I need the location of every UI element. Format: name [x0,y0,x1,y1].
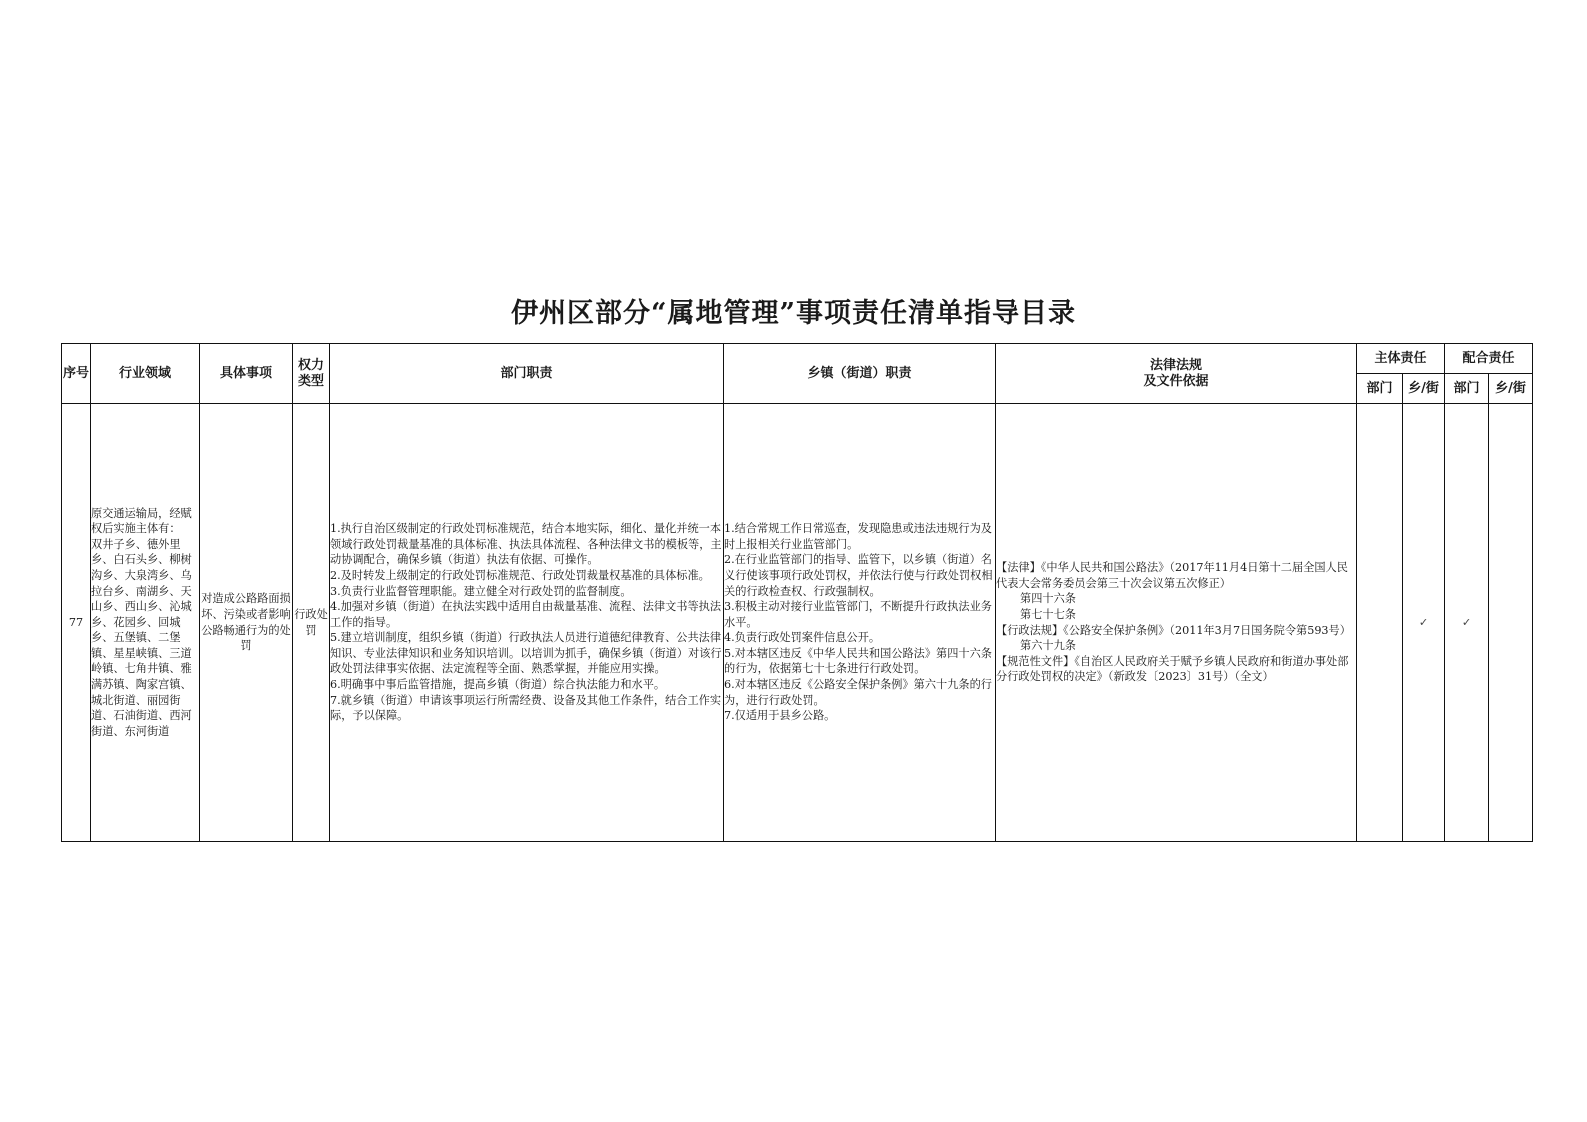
header-row-1 [62,344,1533,374]
town-duty-item: 4.负责行政处罚案件信息公开。 [724,631,881,645]
header-town-duty: 乡镇（街道）职责 [724,344,996,404]
town-duty-item: 6.对本辖区违反《公路安全保护条例》第六十九条的行为，进行行政处罚。 [724,678,992,707]
coop-town-cell [1489,404,1533,842]
town-duty-item: 1.结合常规工作日常巡查，发现隐患或违法违规行为及时上报相关行业监管部门。 [724,522,992,551]
dept-duty-item: 4.加强对乡镇（街道）在执法实践中适用自由裁量基准、流程、法律文书等执法工作的指导。 [330,600,722,629]
dept-duty-item: 7.就乡镇（街道）申请该事项运行所需经费、设备及其他工作条件，结合工作实际，予以保障。 [330,693,722,723]
legal-basis-article: 第六十九条 [1020,639,1076,653]
header-main-dept: 部门 [1357,374,1403,404]
header-legal-basis: 法律法规 及文件依据 [996,344,1357,404]
dept-duty-item: 6.明确事中事后监管措施，提高乡镇（街道）综合执法能力和水平。 [330,678,666,692]
town-duty-item: 7.仅适用于县乡公路。 [724,709,836,723]
main-town-check-icon: ✓ [1403,404,1445,842]
dept-duty-cell [330,404,724,842]
header-main-responsibility: 主体责任 [1357,344,1445,374]
legal-basis-cell [996,404,1357,842]
legal-basis-item: 【行政法规】《公路安全保护条例》（2011年3月7日国务院令第593号） [996,623,1351,637]
dept-duty-item: 5.建立培训制度，组织乡镇（街道）行政执法人员进行道德纪律教育、公共法律知识、专业法律知识和业务知识培训。以培训为抓手，确保乡镇（街道）对该行政处罚法律事实依据、法定流程等全面、熟悉掌握，并能应用实操。 [330,631,722,676]
header-main-town: 乡/街 [1403,374,1445,404]
seq-cell: 77 [62,404,91,842]
item-cell: 对造成公路路面损坏、污染或者影响公路畅通行为的处罚 [200,404,293,842]
header-coop-town: 乡/街 [1489,374,1533,404]
header-dept-duty: 部门职责 [330,344,724,404]
legal-basis-item: 【法律】《中华人民共和国公路法》（2017年11月4日第十二届全国人民代表大会常务委员会第三十次会议第五次修正） [996,561,1348,590]
town-duty-item: 5.对本辖区违反《中华人民共和国公路法》第四十六条的行为，依据第七十七条进行行政处罚。 [724,646,992,676]
header-coop-responsibility: 配合责任 [1445,344,1533,374]
town-duty-cell [724,404,996,842]
dept-duty-item: 1.执行自治区级制定的行政处罚标准规范，结合本地实际，细化、量化并统一本领域行政处罚裁量基准的具体标准、执法具体流程、各种法律文书的模板等，主动协调配合，确保乡镇（街道）执法有依据、可操作。 [330,522,722,567]
legal-basis-article: 第四十六条 [1020,592,1076,606]
legal-basis-article: 第七十七条 [1020,607,1076,621]
page-title: 伊州区部分“属地管理”事项责任清单指导目录 [510,298,1077,329]
coop-dept-check-icon: ✓ [1445,404,1489,842]
header-power-type: 权力类型 [293,344,330,404]
table-row [62,404,1533,842]
town-duty-item: 3.积极主动对接行业监管部门，不断提升行政执法业务水平。 [724,600,992,629]
dept-duty-item: 2.及时转发上级制定的行政处罚标准规范、行政处罚裁量权基准的具体标准。 [330,568,710,582]
industry-cell: 原交通运输局，经赋权后实施主体有： 双井子乡、德外里乡、白石头乡、柳树沟乡、大泉湾乡、乌拉台乡、南湖乡、天山乡、西山乡、沁城乡、花园乡、回城乡、五堡镇、二堡镇、星星峡镇、三道岭镇、七角井镇、雅满苏镇、陶家宫镇、城北街道、丽园街道、石油街道、西河街道、东河街道 [91,404,200,842]
power-type-cell: 行政处罚 [293,404,330,842]
header-seq: 序号 [62,344,91,404]
header-industry: 行业领域 [91,344,200,404]
town-duty-item: 2.在行业监管部门的指导、监管下，以乡镇（街道）名义行使该事项行政处罚权，并依法行使与行政处罚权相关的行政检查权、行政强制权。 [724,553,993,598]
header-coop-dept: 部门 [1445,374,1489,404]
header-item: 具体事项 [200,344,293,404]
dept-duty-item: 3.负责行业监督管理职能。建立健全对行政处罚的监督制度。 [330,584,632,598]
responsibility-table [61,343,1533,842]
legal-basis-item: 【规范性文件】《自治区人民政府关于赋予乡镇人民政府和街道办事处部分行政处罚权的决定》（新政发〔2023〕31号）（全文） [996,654,1349,684]
main-dept-cell [1357,404,1403,842]
